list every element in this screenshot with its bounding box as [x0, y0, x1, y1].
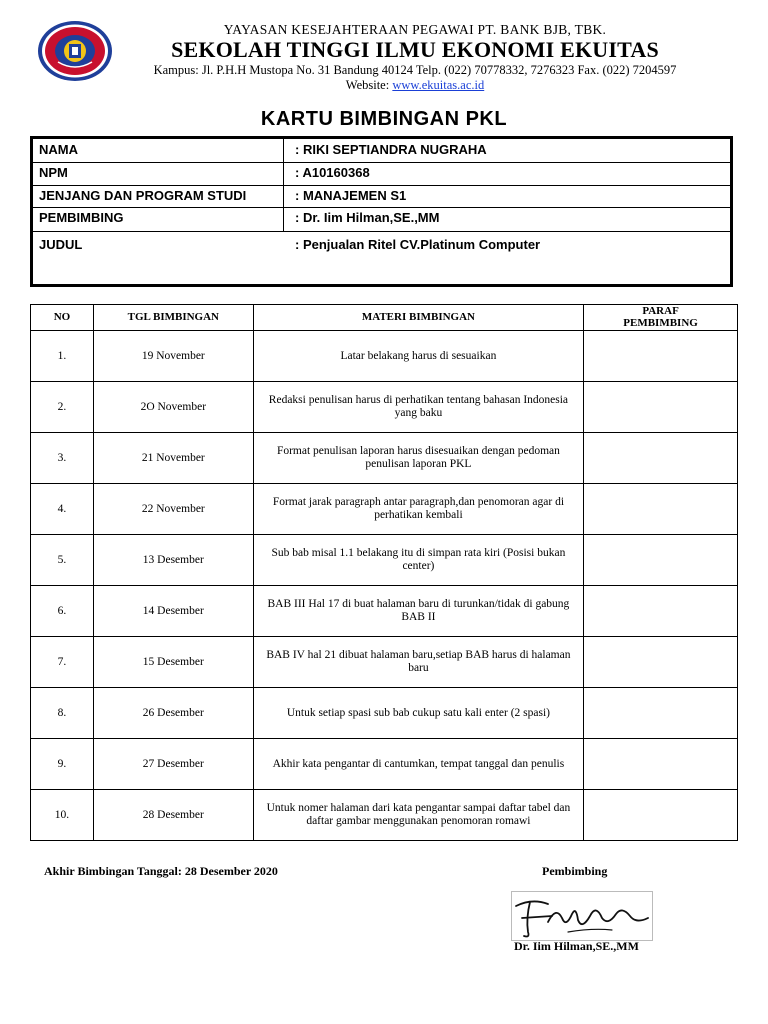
identity-label: PEMBIMBING: [39, 210, 124, 225]
header-date: TGL BIMBINGAN: [93, 305, 253, 331]
row-no: 10.: [31, 790, 94, 841]
row-paraf: [584, 433, 738, 484]
row-paraf: [584, 688, 738, 739]
row-no: 6.: [31, 586, 94, 637]
row-date: 27 Desember: [93, 739, 253, 790]
identity-row-name: [33, 139, 730, 163]
row-material: Redaksi penulisan harus di perhatikan tentang bahasan Indonesia yang baku: [253, 382, 583, 433]
identity-label: NPM: [39, 165, 68, 180]
supervisor-name: Dr. Iim Hilman,SE.,MM: [514, 939, 639, 953]
row-no: 1.: [31, 331, 94, 382]
table-row: [31, 331, 738, 382]
foundation-name: YAYASAN KESEJAHTERAAN PEGAWAI PT. BANK BJB, TBK.: [223, 22, 607, 37]
header-paraf: [584, 305, 738, 331]
row-paraf: [584, 790, 738, 841]
table-row: [31, 484, 738, 535]
identity-value: : RIKI SEPTIANDRA NUGRAHA: [295, 142, 487, 157]
table-row: [31, 586, 738, 637]
website-label: Website:: [345, 78, 390, 92]
table-row: [31, 688, 738, 739]
identity-label: JUDUL: [39, 237, 83, 252]
row-no: 9.: [31, 739, 94, 790]
row-no: 2.: [31, 382, 94, 433]
identity-value: : MANAJEMEN S1: [295, 188, 407, 203]
header-material: MATERI BIMBINGAN: [253, 305, 583, 331]
guidance-table: [30, 304, 738, 841]
supervisor-signature: [511, 891, 653, 941]
identity-value: : A10160368: [295, 165, 370, 180]
table-row: [31, 535, 738, 586]
identity-row-title: [33, 231, 730, 284]
identity-row-supervisor: [33, 207, 730, 232]
row-material: Latar belakang harus di sesuaikan: [253, 331, 583, 382]
row-material: BAB III Hal 17 di buat halaman baru di turunkan/tidak di gabung BAB II: [253, 586, 583, 637]
row-date: 13 Desember: [93, 535, 253, 586]
row-paraf: [584, 535, 738, 586]
row-paraf: [584, 739, 738, 790]
row-material: Akhir kata pengantar di cantumkan, tempat tanggal dan penulis: [253, 739, 583, 790]
school-name: SEKOLAH TINGGI ILMU EKONOMI EKUITAS: [171, 37, 659, 62]
row-paraf: [584, 331, 738, 382]
school-logo: [36, 20, 114, 82]
identity-value: : Penjualan Ritel CV.Platinum Computer: [295, 237, 541, 252]
identity-row-program: [33, 185, 730, 208]
row-material: Untuk nomer halaman dari kata pengantar sampai daftar tabel dan daftar gambar menggunakan penomoran romawi: [253, 790, 583, 841]
page-title: KARTU BIMBINGAN PKL: [260, 108, 508, 130]
table-row: [31, 382, 738, 433]
row-paraf: [584, 484, 738, 535]
header-paraf-line1: PARAF: [642, 304, 679, 317]
header-no: NO: [31, 305, 94, 331]
identity-label: JENJANG DAN PROGRAM STUDI: [39, 188, 247, 203]
row-date: 22 November: [93, 484, 253, 535]
row-date: 19 November: [93, 331, 253, 382]
row-date: 26 Desember: [93, 688, 253, 739]
row-paraf: [584, 637, 738, 688]
row-paraf: [584, 586, 738, 637]
row-material: Format penulisan laporan harus disesuaikan dengan pedoman penulisan laporan PKL: [253, 433, 583, 484]
row-date: 15 Desember: [93, 637, 253, 688]
supervisor-label: Pembimbing: [542, 864, 608, 878]
row-no: 5.: [31, 535, 94, 586]
school-address: Kampus: Jl. P.H.H Mustopa No. 31 Bandung 40124 Telp. (022) 70778332, 7276323 Fax. (022) 7204597: [153, 63, 677, 77]
row-no: 8.: [31, 688, 94, 739]
table-row: [31, 637, 738, 688]
row-material: BAB IV hal 21 dibuat halaman baru,setiap BAB harus di halaman baru: [253, 637, 583, 688]
table-header-row: [31, 305, 738, 331]
row-date: 2O November: [93, 382, 253, 433]
table-row: [31, 739, 738, 790]
row-date: 14 Desember: [93, 586, 253, 637]
school-website: [120, 78, 710, 93]
row-no: 3.: [31, 433, 94, 484]
row-material: Untuk setiap spasi sub bab cukup satu kali enter (2 spasi): [253, 688, 583, 739]
row-material: Sub bab misal 1.1 belakang itu di simpan rata kiri (Posisi bukan center): [253, 535, 583, 586]
table-row: [31, 433, 738, 484]
row-paraf: [584, 382, 738, 433]
website-link[interactable]: www.ekuitas.ac.id: [392, 78, 485, 92]
row-material: Format jarak paragraph antar paragraph,dan penomoran agar di perhatikan kembali: [253, 484, 583, 535]
row-date: 28 Desember: [93, 790, 253, 841]
identity-value: : Dr. Iim Hilman,SE.,MM: [295, 210, 440, 225]
student-identity-box: [30, 136, 733, 287]
guidance-end-date: Akhir Bimbingan Tanggal: 28 Desember 2020: [44, 864, 278, 878]
table-row: [31, 790, 738, 841]
identity-row-npm: [33, 162, 730, 186]
header-paraf-line2: PEMBIMBING: [623, 316, 698, 329]
row-date: 21 November: [93, 433, 253, 484]
identity-label: NAMA: [39, 142, 78, 157]
row-no: 4.: [31, 484, 94, 535]
row-no: 7.: [31, 637, 94, 688]
